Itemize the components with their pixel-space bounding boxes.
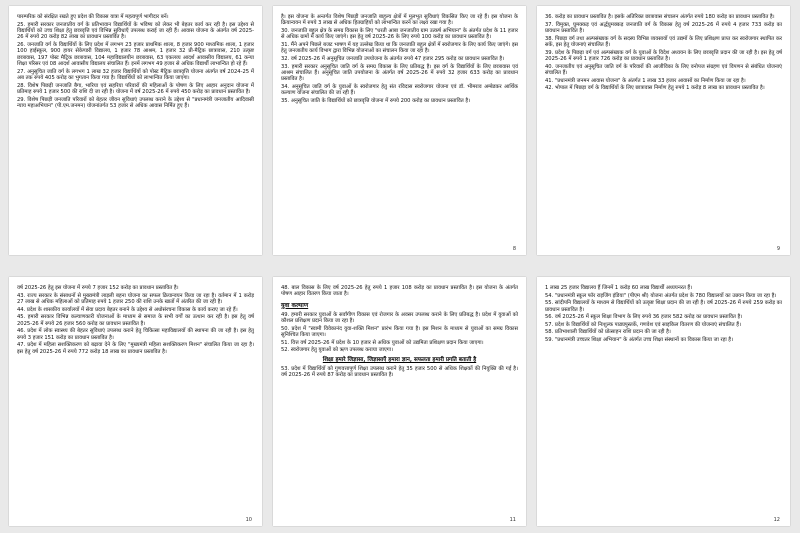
section-heading: युवा कल्याण xyxy=(281,301,309,309)
paragraph: 54. "प्रधानमंत्री स्कूल फॉर राइजिंग इंडिया" (पीएम श्री) योजना अंतर्गत प्रदेश के 780 विद्यालयों का उन्नयन किया जा रहा है। xyxy=(545,292,777,299)
paragraph: 45. हमारी सरकार विभिन्न कल्याणकारी योजनाओं के माध्यम से समाज के सभी वर्गों का उत्थान कर रही है। इस हेतु वर्ष 2025-26 में रुपये 26 हजार 560 करोड़ का प्रावधान प्रस्तावित है। xyxy=(17,314,254,327)
paragraph: 48. बाल विकास के लिए वर्ष 2025-26 हेतु रुपये 1 हजार 108 करोड़ का प्रावधान प्रस्तावित है। इस योजना के अंतर्गत पोषण आहार वितरण किया जाता है। xyxy=(281,285,518,298)
page-number: 9 xyxy=(776,246,780,252)
document-page-5 xyxy=(273,277,526,526)
page-number: 11 xyxy=(509,517,516,523)
document-page-6 xyxy=(537,277,790,526)
document-page-3 xyxy=(537,6,790,255)
paragraph: 53. प्रदेश में विद्यार्थियों को गुणवत्तापूर्ण शिक्षा उपलब्ध कराने हेतु 35 हजार 500 से अधिक शिक्षकों की नियुक्ति की गई है। वर्ष 2025-26 में रुपये 87 करोड़ का प्रावधान प्रस्तावित है। xyxy=(281,365,518,379)
page-number: 12 xyxy=(773,517,780,523)
paragraph: 31. मैंने अपने पिछले बजट भाषण में यह उल्लेख किया था कि जनजाति बहुल क्षेत्रों में स्वरोजगार के लिए कार्य किए जाएंगे। इस हेतु जनजातीय कार्य विभाग द्वारा विभिन्न योजनाओं का संचालन किया जा रहा है। xyxy=(281,42,518,55)
paragraph: 32. वर्ष 2025-26 में अनुसूचित जनजाति उपयोजना के अंतर्गत रुपये 47 हजार 295 करोड़ का प्रावधान प्रस्तावित है। xyxy=(281,56,505,62)
paragraph: 36. करोड़ का प्रावधान प्रस्तावित है। इसके अतिरिक्त छात्रावास संचालन अंतर्गत रुपये 180 करोड़ का प्रावधान प्रस्तावित है। xyxy=(545,14,775,20)
paragraph: 29. विशेष पिछड़ी जनजाति परिवारों को बेहतर जीवन सुविधाएं उपलब्ध कराने के उद्देश्य से "प्रधानमंत्री जनजातीय आदिवासी न्याय महाअभियान" (पी.एम.जनमन) योजनांतर्गत 53 हजार से अधिक आवास निर्मित हुए हैं। xyxy=(17,96,254,110)
paragraph: 43. राज्य सरकार के संसाधनों से मुख्यमंत्री लाड़ली बहना योजना का सफल क्रियान्वयन किया जा रहा है। वर्तमान में 1 करोड़ 27 लाख से अधिक महिलाओं को प्रतिमाह रुपये 1 हजार 250 की राशि उनके खातों में अंतरित की जा रही है। xyxy=(17,292,254,305)
paragraph: 52. स्वरोजगार हेतु युवाओं को ऋण उपलब्ध कराया जाएगा। xyxy=(281,347,394,354)
paragraph: 41. "प्रधानमंत्री जनमन आवास योजना" के अंतर्गत 1 लाख 33 हजार आवासों का निर्माण किया जा रहा है। xyxy=(545,77,746,84)
paragraph: 51. वित्त वर्ष 2025-26 में प्रदेश के 10 हजार से अधिक युवाओं को उद्यमिता प्रशिक्षण प्रदान किया जाएगा। xyxy=(281,339,484,346)
paragraph: 55. सांदीपनि विद्यालयों के माध्यम से विद्यार्थियों को उत्कृष्ट शिक्षा प्रदान की जा रही है। वर्ष 2025-26 में रुपये 259 करोड़ का प्रावधान प्रस्तावित है। xyxy=(545,300,782,313)
paragraph: 30. जनजाति बहुल क्षेत्र के समग्र विकास के लिए "धरती आबा जनजातीय ग्राम उत्कर्ष अभियान" के अंतर्गत प्रदेश के 11 हजार से अधिक ग्रामों में कार्य किए जाएंगे। इस हेतु वर्ष 2025-26 के लिए रुपये 100 करोड़ का प्रावधान प्रस्तावित है। xyxy=(281,28,518,41)
paragraph: 28. विशेष पिछड़ी जनजाति बैगा, भारिया एवं सहरिया परिवारों की महिलाओं के पोषण के लिए आहार अनुदान योजना में प्रतिमाह रुपये 1 हजार 500 की राशि दी जा रही है। योजना में वर्ष 2025-26 में रुपये 450 करोड़ का प्रावधान प्रस्तावित है। xyxy=(17,82,254,96)
paragraph: 46. प्रदेश में लोक स्वास्थ्य की बेहतर सुविधाएं उपलब्ध कराने हेतु चिकित्सा महाविद्यालयों की स्थापना की जा रही है। इस हेतु रुपये 3 हजार 151 करोड़ का प्रावधान प्रस्तावित है। xyxy=(17,328,254,341)
paragraph: है। इस योजना के अन्तर्गत विशेष पिछड़ी जनजाति बाहुल्य क्षेत्रों में मूलभूत सुविधाएं विकसित किए जा रहे हैं। इस योजना के क्रियान्वयन में रुपये 3 लाख से अधिक हितग्राहियों को लाभान्वित करने का लक्ष्य रखा गया है। xyxy=(281,14,518,27)
document-page-1 xyxy=(9,6,262,255)
paragraph: 42. भोपाल में पिछड़ा वर्ग के विद्यार्थियों के लिए छात्रावास निर्माण हेतु रुपये 1 करोड़ 8 लाख का प्रावधान प्रस्तावित है। xyxy=(545,85,765,92)
paragraph: पारम्परिक को संरक्षित रखते हुए प्रदेश की विकास यात्रा में महत्वपूर्ण भागीदार बनें। xyxy=(17,14,169,20)
paragraph: 38. पिछड़ा वर्ग तथा अल्पसंख्यक वर्ग के सदस्य विभिन्न व्यवसायों एवं उद्यमों के लिए प्रशिक्षण प्राप्त कर स्वरोजगार स्थापित कर सकें, इस हेतु योजनाएं संचालित हैं। xyxy=(545,35,782,48)
paragraph: 34. अनुसूचित जाति वर्ग के युवाओं के स्वरोजगार हेतु संत रविदास स्वरोजगार योजना एवं डॉ. भीमराव अम्बेडकर आर्थिक कल्याण योजना संचालित की जा रही हैं। xyxy=(281,84,518,97)
page-number: 10 xyxy=(245,517,252,523)
paragraph: 49. हमारी सरकार युवाओं के सर्वांगीण विकास एवं रोजगार के अवसर उपलब्ध कराने के लिए प्रतिबद्ध है। प्रदेश में युवाओं को कौशल प्रशिक्षण प्रदान किया जा रहा है। xyxy=(281,311,518,325)
paragraph: 58. प्रतिभाशाली विद्यार्थियों को प्रोत्साहन राशि प्रदान की जा रही है। xyxy=(545,329,671,336)
paragraph: 44. प्रदेश के शासकीय कार्यालयों में सेवा प्रदाय बेहतर बनाने के उद्देश्य से अधोसंरचना विकास के कार्य कराए जा रहे हैं। xyxy=(17,306,238,313)
document-page-4 xyxy=(9,277,262,526)
paragraph: 27. अनुसूचित जाति वर्ग के लगभग 1 लाख 32 हजार विद्यार्थियों को पोस्ट मैट्रिक छात्रवृत्ति योजना अंतर्गत वर्ष 2024-25 में अब तक रुपये 405 करोड़ का भुगतान किया गया है। विद्यार्थियों को लाभान्वित किया जाएगा। xyxy=(17,68,254,82)
document-page-2 xyxy=(273,6,526,255)
paragraph: 33. हमारी सरकार अनुसूचित जाति वर्ग के समग्र विकास के लिए प्रतिबद्ध है। इस वर्ग के विद्यार्थियों के लिए छात्रावास एवं आश्रम संचालित हैं। अनुसूचित जाति उपयोजना के अंतर्गत वर्ष 2025-26 में रुपये 32 हजार 633 करोड़ का प्रावधान प्रस्तावित है। xyxy=(281,63,518,83)
paragraph: 37. विमुक्त, घुमक्कड़ एवं अर्द्धघुमक्कड़ जनजाति वर्ग के विकास हेतु वर्ष 2025-26 में रुपये 4 हजार 733 करोड़ का प्रावधान प्रस्तावित है। xyxy=(545,21,782,34)
paragraph: 1 लाख 25 हजार विद्यालय हैं जिनमें 1 करोड़ 60 लाख विद्यार्थी अध्ययनरत हैं। xyxy=(545,285,693,291)
paragraph: वर्ष 2025-26 हेतु इस योजना में रुपये 7 हजार 152 करोड़ का प्रावधान प्रस्तावित है। xyxy=(17,285,179,291)
paragraph: 50. प्रदेश में "स्वामी विवेकानंद युवा-शक्ति मिशन" प्रारंभ किया गया है। इस मिशन के माध्यम से युवाओं का समग्र विकास सुनिश्चित किया जाएगा। xyxy=(281,325,518,339)
paragraph: 40. जनजातीय एवं अनुसूचित जाति वर्ग के परिवारों की आजीविका के लिए वनोपज संग्रहण एवं विपणन से संबंधित योजनाएं संचालित हैं। xyxy=(545,63,782,76)
paragraph: 57. प्रदेश के विद्यार्थियों को निःशुल्क पाठ्यपुस्तकें, गणवेश एवं साइकिल वितरण की योजनाएं संचालित हैं। xyxy=(545,321,741,328)
paragraph: 26. जनजाति वर्ग के विद्यार्थियों के लिए प्रदेश में लगभग 23 हजार प्राथमिक शाला, 8 हजार 900 माध्यमिक शाला, 1 हजार 100 हाईस्कूल, 900 हायर सेकेण्डरी विद्यालय, 1 हजार 78 आश्रम, 1 हजार 32 प्री-मैट्रिक छात्रावास, 210 उत्कृष्ट छात्रावास, 197 पोस्ट मैट्रिक छात्रावास, 104 महाविद्यालयीन छात्रावास, 63 एकलव्य आदर्श आवासीय विद्यालय, 61 कन्या शिक्षा परिसर एवं 08 आदर्श आवासीय विद्यालय संचालित हैं। इनमें लगभग 49 हजार से अधिक विद्यार्थी लाभान्वित हो रहे हैं। xyxy=(17,42,254,68)
centered-heading: शिक्षा हमारे जिज्ञासा, जिज्ञासाएँ हमारा ज्ञान, सफलता हमारी प्रगति बताती है xyxy=(322,356,477,363)
paragraph: 35. अनुसूचित जाति के विद्यार्थियों को छात्रवृत्ति योजना में रुपये 200 करोड़ का प्रावधान प्रस्तावित है। xyxy=(281,98,471,104)
paragraph: 39. प्रदेश के पिछड़ा वर्ग एवं अल्पसंख्यक वर्ग के युवाओं के विदेश अध्ययन के लिए छात्रवृत्ति प्रदान की जा रही है। इस हेतु वर्ष 2025-26 में रुपये 1 हजार 726 करोड़ का प्रावधान प्रस्तावित है। xyxy=(545,49,782,62)
page-number: 8 xyxy=(512,246,516,252)
paragraph: 47. प्रदेश में महिला सशक्तिकरण को बढ़ावा देने के लिए "मुख्यमंत्री महिला सशक्तिकरण मिशन" संचालित किया जा रहा है। इस हेतु वर्ष 2025-26 में रुपये 772 करोड़ 18 लाख का प्रावधान प्रस्तावित है। xyxy=(17,342,254,355)
paragraph: 25. हमारी सरकार जनजातीय वर्ग के प्रतिभावान विद्यार्थियों के भविष्य को लेकर भी बेहतर कार्य कर रही है। इस उद्देश्य से विद्यार्थियों को उच्च शिक्षा हेतु छात्रवृत्ति एवं विभिन्न सुविधाएँ उपलब्ध कराई जा रही हैं। आवास योजना के अंतर्गत वर्ष 2025-26 में रुपये 20 करोड़ 82 लाख का प्रावधान प्रस्तावित है। xyxy=(17,21,254,41)
paragraph: 56. वर्ष 2025-26 में स्कूल शिक्षा विभाग के लिए रुपये 36 हजार 582 करोड़ का प्रावधान प्रस्तावित है। xyxy=(545,314,743,321)
paragraph: 59. "प्रधानमंत्री उच्चतर शिक्षा अभियान" के अंतर्गत उच्च शिक्षा संस्थानों का विकास किया जा रहा है। xyxy=(545,336,734,343)
